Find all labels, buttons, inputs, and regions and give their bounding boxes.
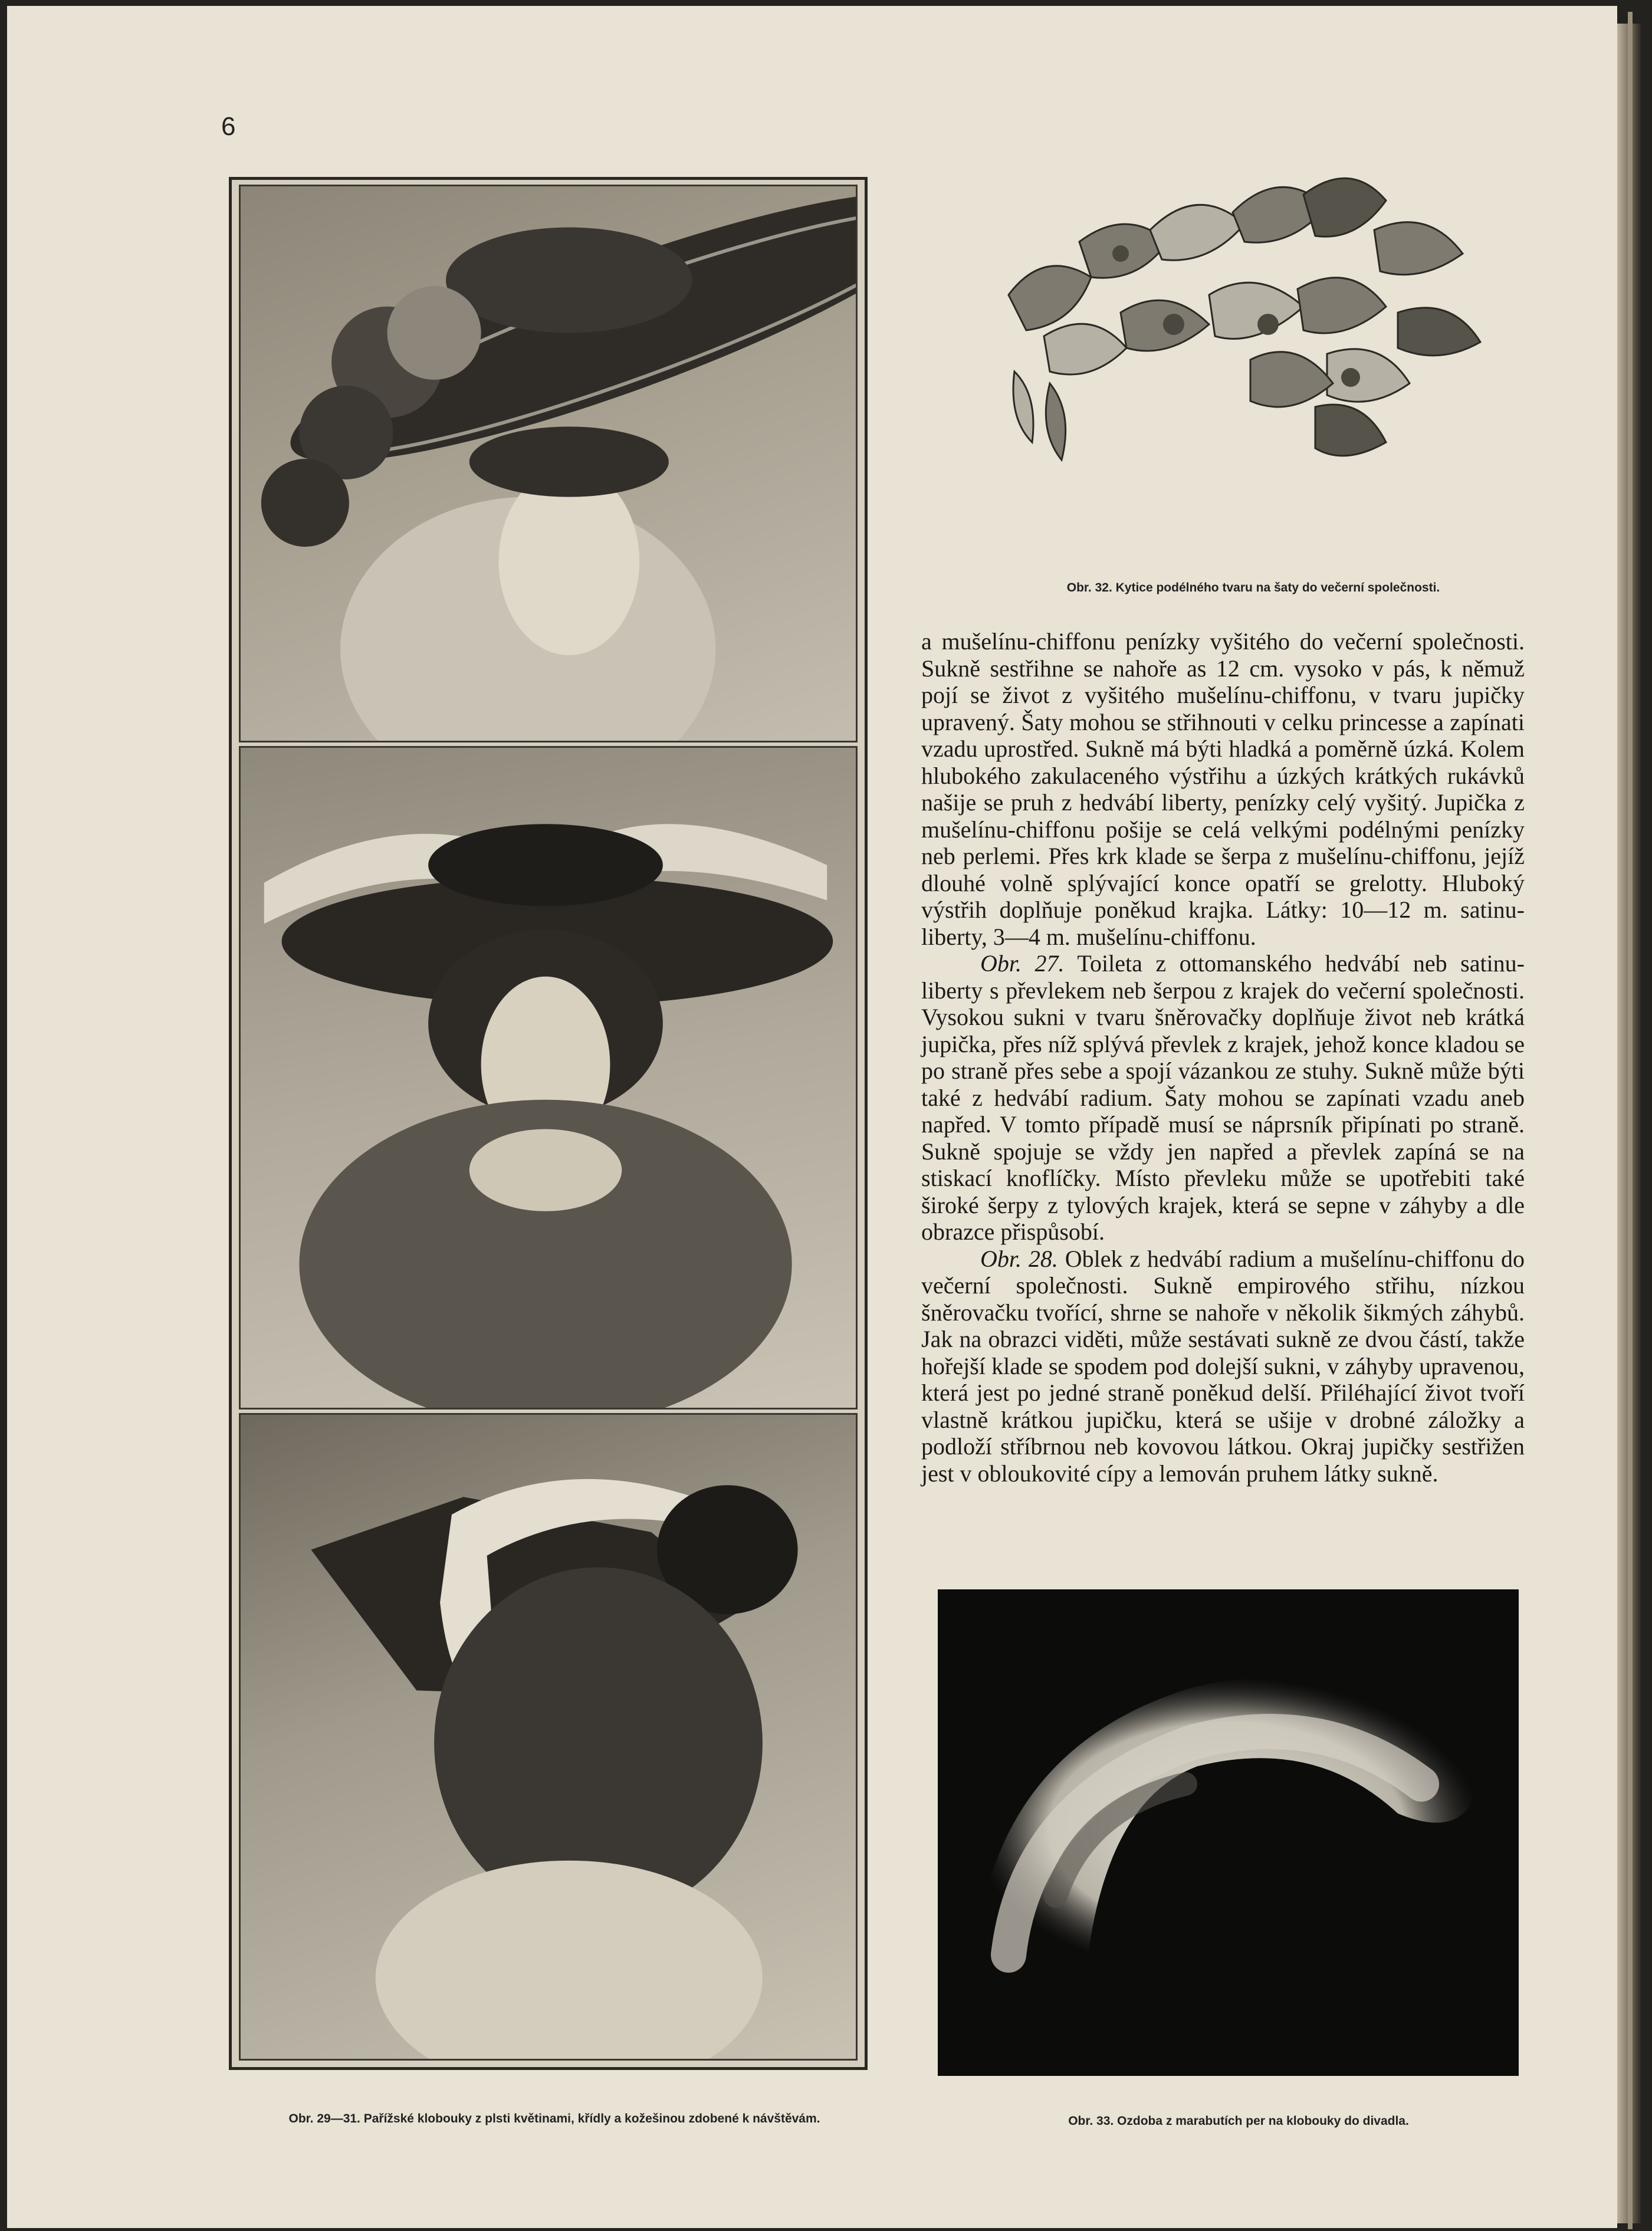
photo-hat-flowers [239,185,858,742]
caption-figure-33: Obr. 33. Ozdoba z marabutích per na klobouky do divadla. [1068,2114,1409,2128]
caption-figure-32: Obr. 32. Kytice podélného tvaru na šaty do večerní společnosti. [1066,581,1440,594]
bouquet-illustration [973,159,1498,554]
photo-hat-fur [239,1413,858,2061]
paragraph-2 [921,950,1525,1246]
caption-figures-29-31: Obr. 29—31. Pařížské klobouky z plsti květinami, křídly a kožešinou zdobené k návštěvám. [288,2112,820,2125]
photo-column [229,177,868,2070]
photo-hat-feathers [239,746,858,1409]
photo-marabou-ornament [938,1589,1519,2076]
paragraph-1: a mušelínu-chiffonu penízky vyšitého do večerní společnosti. Sukně sestřihne se nahoře as 12 cm. vysoko v pás, k němuž pojí se život z vyšitého mušelínu-chiffonu, v tvaru jupičky upravený. Šaty mohou se střihnouti v celku princesse a zapínati vzadu uprostřed. Sukně má býti hladká a poměrně úzká. Kolem hlubokého zakulaceného výstřihu a úzkých krátkých rukávků našije se pruh z hedvábí liberty, penízky celý vyšitý. Jupička z mušelínu-chiffonu pošije se celá velkými podélnými penízky neb perlemi. Přes krk klade se šerpa z mušelínu-chiffonu, jejíž dlouhé volně splývající konce opatří se grelotty. Hluboký výstřih doplňuje poněkud krajka. Látky: 10—12 m. satinu-liberty, 3—4 m. mušelínu-chiffonu. [921,628,1525,950]
figure-reference: Obr. 28. [980,1245,1058,1272]
article-text [921,628,1525,1487]
page-edge-line [1628,12,1633,2229]
page-number: 6 [221,112,236,141]
paragraph-3 [921,1246,1525,1487]
paragraph-2-body: Toileta z ottomanského hedvábí neb satinu-liberty s převlekem neb šerpou z krajek do večerní společnosti. Vysokou sukni v tvaru šněrovačky doplňuje život neb krátká jupička, přes níž splývá převlek z krajek, jehož konce kladou se po straně přes sebe a spojí vázankou ze stuhy. Sukně může býti také z hedvábí radium. Šaty mohou se zapínati vzadu aneb napřed. V tomto případě musí se náprsník připínati po straně. Sukně spojuje se vždy jen napřed a převlek zapíná se na stiskací knoflíčky. Místo převleku může se upotřebiti také široké šerpy z tylových krajek, která se sepne v záhyby a dle obrazce přispůsobí. [921,950,1525,1245]
paragraph-3-body: Oblek z hedvábí radium a mušelínu-chiffonu do večerní společnosti. Sukně empirového střihu, nízkou šněrovačku tvořící, shrne se nahoře v několik šikmých záhybů. Jak na obrazci viděti, může sestávati sukně ze dvou částí, takže hořejší klade se spodem pod dolejší sukni, v záhyby upravenou, která jest po jedné straně poněkud delší. Přiléhající život tvoří vlastně krátkou jupičku, která se ušije v drobné záložky a podloží stříbrnou neb kovovou látkou. Okraj jupičky sestřižen jest v obloukovité cípy a lemován pruhem látky sukně. [921,1245,1525,1487]
figure-reference: Obr. 27. [980,950,1065,977]
